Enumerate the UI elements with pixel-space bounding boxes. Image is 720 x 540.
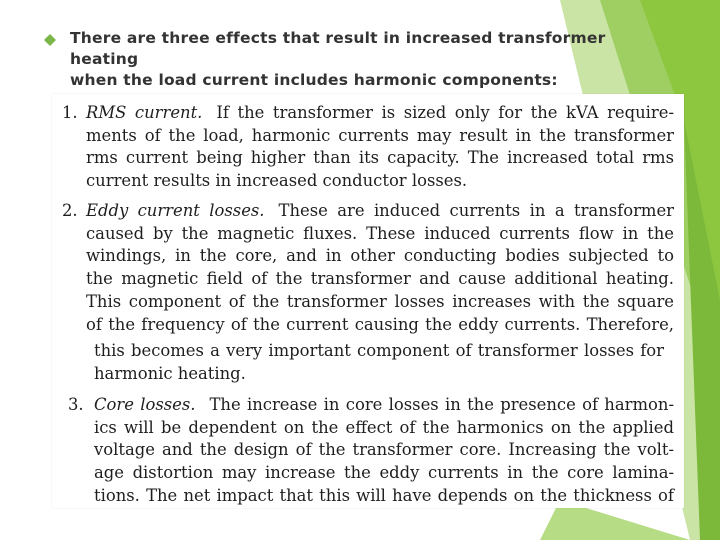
item-number: 2. [62, 201, 78, 220]
item-line: voltage and the design of the transformer core. Increasing the volt- [94, 440, 674, 460]
item-line: age distortion may increase the eddy currents in the core lamina- [94, 463, 674, 483]
item-term: RMS current. [86, 103, 203, 122]
item-line: ments of the load, harmonic currents may result in the transformer [86, 125, 674, 145]
item-number: 1. [62, 103, 78, 122]
list-item-rms-current [62, 102, 674, 193]
item-number: 3. [68, 395, 84, 414]
item-line: This component of the transformer losses increases with the square [86, 291, 674, 311]
bullet-text [70, 28, 644, 91]
textbook-excerpt-image [52, 94, 684, 508]
list-item-core-losses [62, 394, 674, 508]
item-line: ics will be dependent on the effect of the harmonics on the applied [94, 417, 674, 437]
item-line: These are induced currents in a transformer [278, 201, 675, 220]
diamond-bullet-icon [44, 28, 70, 91]
item-line: tions. The net impact that this will have depends on the thickness of [94, 485, 674, 505]
item-line: of the frequency of the current causing the eddy currents. Therefore, [86, 314, 674, 334]
item-line: rms current being higher than its capacity. The increased total rms [86, 148, 674, 168]
item-line: the magnetic field of the transformer and cause additional heating. [86, 269, 674, 289]
list-item-eddy-current-losses [62, 200, 674, 336]
item-line: The increase in core losses in the presence of harmon- [209, 395, 674, 414]
bullet-paragraph [44, 28, 644, 91]
item-term: Eddy current losses. [86, 201, 265, 220]
item-line: current results in increased conductor losses. [86, 171, 468, 191]
eddy-continuation [94, 340, 664, 385]
item-line: caused by the magnetic fluxes. These induced currents flow in the [86, 223, 674, 243]
item-line: harmonic heating. [94, 363, 246, 383]
item-line: If the transformer is sized only for the kVA require- [216, 103, 674, 122]
item-line: this becomes a very important component of transformer losses for [94, 341, 664, 360]
bullet-text-line: when the load current includes harmonic components: [70, 71, 558, 89]
item-line: windings, in the core, and in other conducting bodies subjected to [86, 246, 674, 266]
item-term: Core losses. [94, 395, 196, 414]
bullet-text-line: There are three effects that result in increased transformer heating [70, 29, 606, 68]
